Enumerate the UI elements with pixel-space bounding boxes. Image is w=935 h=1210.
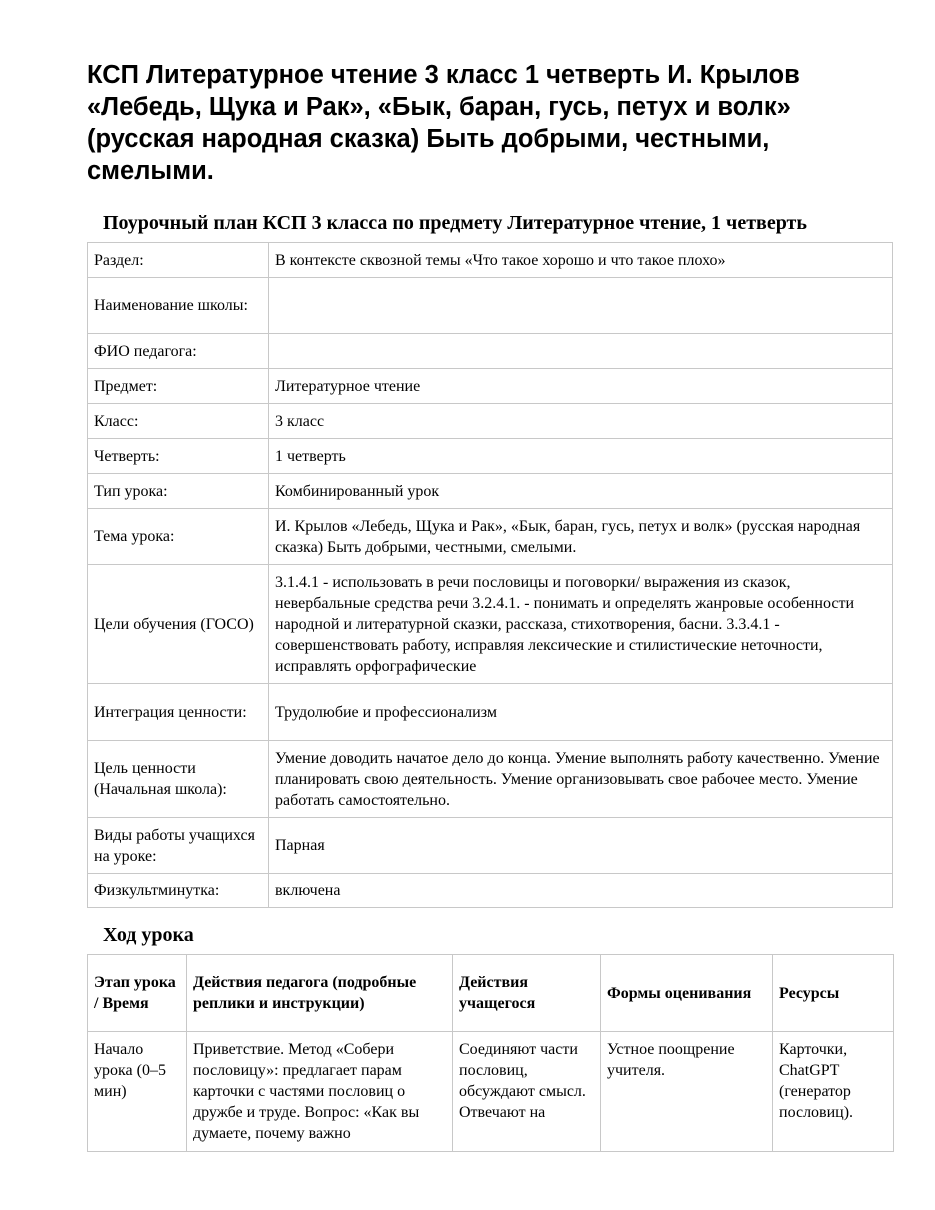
table-row (88, 334, 893, 369)
row-label: Класс: (88, 404, 269, 439)
table-row (88, 684, 893, 741)
column-header-assessment: Формы оценивания (601, 955, 773, 1032)
row-value: Трудолюбие и профессионализм (269, 684, 893, 741)
teacher-actions-text: Приветствие. Метод «Собери пословицу»: предлагает парам карточки с частями пословиц о дружбе и труде. Вопрос: «Как вы думаете, почему важно (193, 1041, 420, 1142)
row-label: Наименование школы: (88, 278, 269, 334)
table-row (88, 1032, 894, 1152)
row-value: В контексте сквозной темы «Что такое хорошо и что такое плохо» (269, 243, 893, 278)
stage-cell (88, 1032, 187, 1152)
table-row (88, 404, 893, 439)
student-actions-text: Соединяют части пословиц, обсуждают смысл. Отвечают на (459, 1041, 586, 1121)
row-value: 3 класс (269, 404, 893, 439)
row-label: Четверть: (88, 439, 269, 474)
resources-text: Карточки, ChatGPT (генератор пословиц). (779, 1041, 854, 1121)
teacher-actions-cell (187, 1032, 453, 1152)
table-row (88, 565, 893, 684)
row-label: Физкультминутка: (88, 874, 269, 908)
row-value: Комбинированный урок (269, 474, 893, 509)
row-label: Предмет: (88, 369, 269, 404)
row-value: включена (269, 874, 893, 908)
lesson-info-table (87, 242, 893, 908)
table-row (88, 818, 893, 874)
row-label: Тема урока: (88, 509, 269, 565)
row-label: ФИО педагога: (88, 334, 269, 369)
row-label: Раздел: (88, 243, 269, 278)
row-value: Парная (269, 818, 893, 874)
row-value: 1 четверть (269, 439, 893, 474)
row-label: Тип урока: (88, 474, 269, 509)
table-row (88, 874, 893, 908)
student-actions-cell (453, 1032, 601, 1152)
resources-cell (773, 1032, 894, 1152)
row-label: Интеграция ценности: (88, 684, 269, 741)
table-row (88, 369, 893, 404)
table-row (88, 439, 893, 474)
lesson-flow-title: Ход урока (103, 924, 194, 946)
column-header-stage: Этап урока / Время (88, 955, 187, 1032)
table-header-row (88, 955, 894, 1032)
lesson-flow-table (87, 954, 894, 1152)
column-header-teacher-actions: Действия педагога (подробные реплики и инструкции) (187, 955, 453, 1032)
table-row (88, 243, 893, 278)
row-value: Умение доводить начатое дело до конца. Умение выполнять работу качественно. Умение планировать свою деятельность. Умение организовывать свое рабочее место. Умение работать самостоятельно. (269, 741, 893, 818)
assessment-text: Устное поощрение учителя. (607, 1041, 735, 1079)
assessment-cell (601, 1032, 773, 1152)
row-value: И. Крылов «Лебедь, Щука и Рак», «Бык, баран, гусь, петух и волк» (русская народная сказка) Быть добрыми, честными, смелыми. (269, 509, 893, 565)
stage-text: Начало урока (0–5 мин) (94, 1041, 166, 1100)
document-title: КСП Литературное чтение 3 класс 1 четверть И. Крылов «Лебедь, Щука и Рак», «Бык, баран, гусь, петух и волк» (русская народная сказка) Быть добрыми, честными, смелыми. (87, 61, 800, 185)
column-header-resources: Ресурсы (773, 955, 894, 1032)
row-label: Цель ценности (Начальная школа): (88, 741, 269, 818)
column-header-student-actions: Действия учащегося (453, 955, 601, 1032)
table-row (88, 278, 893, 334)
row-value: 3.1.4.1 - использовать в речи пословицы и поговорки/ выражения из сказок, невербальные средства речи 3.2.4.1. - понимать и определять жанровые особенности народной и литературной сказки, рассказа, стихотворения, басни. 3.3.4.1 - совершенствовать работу, исправляя лексические и стилистические неточности, исправлять орфографические (269, 565, 893, 684)
row-label: Виды работы учащихся на уроке: (88, 818, 269, 874)
table-row (88, 474, 893, 509)
table-row (88, 509, 893, 565)
row-value (269, 334, 893, 369)
row-value: Литературное чтение (269, 369, 893, 404)
plan-title: Поурочный план КСП 3 класса по предмету Литературное чтение, 1 четверть (103, 212, 807, 234)
table-row (88, 741, 893, 818)
row-value (269, 278, 893, 334)
row-label: Цели обучения (ГОСО) (88, 565, 269, 684)
